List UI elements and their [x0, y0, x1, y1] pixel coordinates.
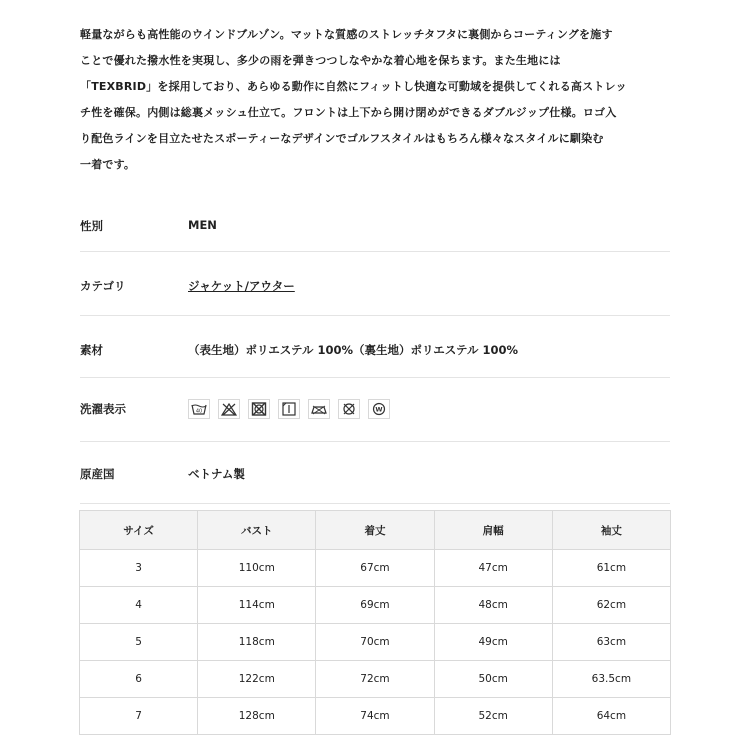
spec-gender-value: MEN — [188, 218, 217, 232]
table-cell: 7 — [80, 698, 198, 735]
header-shoulder: 肩幅 — [434, 511, 552, 550]
wet-clean-letter: W — [375, 405, 383, 414]
category-link[interactable]: ジャケット/アウター — [188, 279, 295, 293]
table-cell: 49cm — [434, 624, 552, 661]
table-cell: 69cm — [316, 587, 434, 624]
table-cell: 5 — [80, 624, 198, 661]
header-sleeve: 袖丈 — [552, 511, 670, 550]
divider — [80, 441, 670, 442]
table-row — [80, 550, 671, 587]
header-length: 着丈 — [316, 511, 434, 550]
wet-clean-icon — [368, 399, 390, 419]
table-cell: 61cm — [552, 550, 670, 587]
size-table — [79, 510, 671, 735]
table-cell: 4 — [80, 587, 198, 624]
spec-material-value: （表生地）ポリエステル 100%（裏生地）ポリエステル 100% — [188, 343, 518, 357]
spec-origin-label: 原産国 — [80, 467, 115, 481]
wash-temp: 40 — [195, 408, 203, 415]
table-cell: 63.5cm — [552, 661, 670, 698]
divider — [80, 315, 670, 316]
table-row — [80, 661, 671, 698]
table-cell: 62cm — [552, 587, 670, 624]
table-cell: 6 — [80, 661, 198, 698]
wash-40-icon — [188, 399, 210, 419]
table-cell: 70cm — [316, 624, 434, 661]
table-cell: 110cm — [198, 550, 316, 587]
table-cell: 63cm — [552, 624, 670, 661]
spec-material-label: 素材 — [80, 343, 103, 357]
divider — [80, 251, 670, 252]
table-cell: 122cm — [198, 661, 316, 698]
header-bust: バスト — [198, 511, 316, 550]
table-row — [80, 624, 671, 661]
no-tumble-dry-icon — [248, 399, 270, 419]
table-row — [80, 587, 671, 624]
care-icons — [188, 399, 390, 419]
iron-low-icon — [308, 399, 330, 419]
table-cell: 128cm — [198, 698, 316, 735]
table-cell: 64cm — [552, 698, 670, 735]
spec-gender-label: 性別 — [80, 219, 103, 233]
no-bleach-icon — [218, 399, 240, 419]
divider — [80, 377, 670, 378]
product-description: 軽量ながらも高性能のウインドブルゾン。マットな質感のストレッチタフタに裏側からコーティングを施す ことで優れた撥水性を実現し、多少の雨を弾きつつしなやかな着心地を保ちます。また生地には 「TEXBRID」を採用しており、あらゆる動作に自然にフィットし快適な可動域を提供してくれる高ストレッ チ性を確保。内側は総裏メッシュ仕立て。フロントは上下から開け閉めができるダブルジップ仕様。ロゴ入 り配色ラインを目立たせたスポーティーなデザインでゴルフスタイルはもちろん様々なスタイルに馴染む 一着です。 — [80, 28, 627, 171]
table-cell: 74cm — [316, 698, 434, 735]
table-cell: 72cm — [316, 661, 434, 698]
no-dry-clean-icon — [338, 399, 360, 419]
divider — [80, 503, 670, 504]
table-cell: 48cm — [434, 587, 552, 624]
table-cell: 118cm — [198, 624, 316, 661]
table-cell: 47cm — [434, 550, 552, 587]
spec-category-label: カテゴリ — [80, 279, 126, 293]
table-cell: 67cm — [316, 550, 434, 587]
table-cell: 3 — [80, 550, 198, 587]
size-table-header-row — [80, 511, 671, 550]
spec-origin-value: ベトナム製 — [188, 467, 245, 481]
table-cell: 50cm — [434, 661, 552, 698]
spec-care-label: 洗濯表示 — [80, 402, 126, 416]
line-dry-icon — [278, 399, 300, 419]
table-row — [80, 698, 671, 735]
table-cell: 114cm — [198, 587, 316, 624]
header-size: サイズ — [80, 511, 198, 550]
table-cell: 52cm — [434, 698, 552, 735]
